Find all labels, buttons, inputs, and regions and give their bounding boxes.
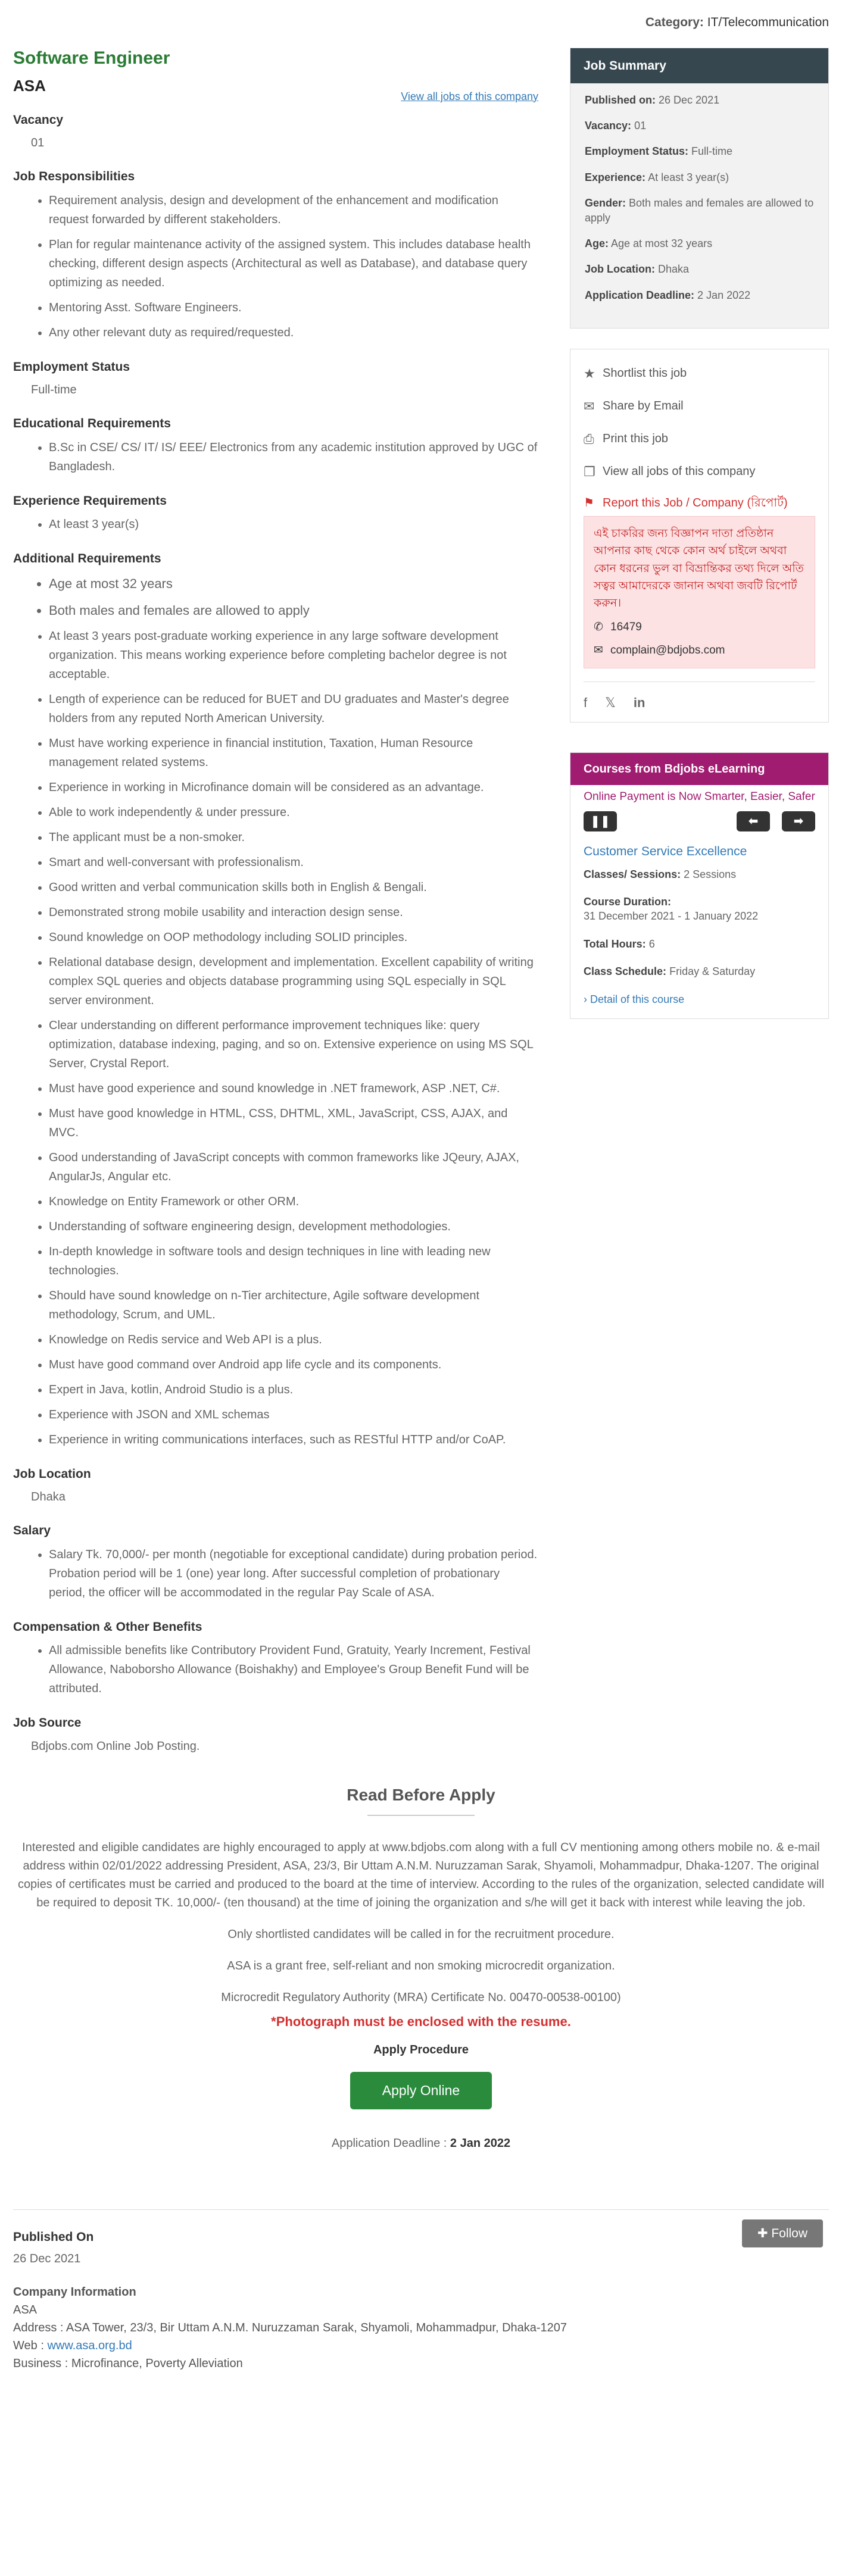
apply-instructions: Interested and eligible candidates are highly encouraged to apply at www.bdjobs.com along with a full CV mentioning among others mobile no. & e-mail address within 02/01/2022 addressing President, ASA, 23/3, Bir Uttam A.N.M. Nuruzzaman Sarak, Shyamoli, Mohammadpur, Dhaka-1207. The original copies of certificates must be carried and produced to the board at the time of interview. According to the rules of the organization, selected candidate will be required to deposit TK. 10,000/- (ten thousand) at the time of joining the organization and s/he will get it back with interest while leaving the job. xyxy=(17,1840,825,1909)
company-business: Business : Microfinance, Poverty Alleviation xyxy=(13,2357,243,2371)
location-value: Dhaka xyxy=(31,1490,66,1504)
location-section xyxy=(13,1465,538,1506)
summary-label: Employment Status: xyxy=(585,145,689,158)
course-info-value: 31 December 2021 - 1 January 2022 xyxy=(584,910,759,923)
report-link[interactable] xyxy=(584,495,815,511)
summary-row xyxy=(585,196,814,226)
read-before-apply xyxy=(13,1783,829,2152)
list-item: • Both males and females are allowed to apply xyxy=(49,600,538,621)
section-title: Additional Requirements xyxy=(13,552,161,565)
job-details xyxy=(13,48,538,1755)
summary-value: Age at most 32 years xyxy=(611,237,713,250)
company-info-title: Company Information xyxy=(13,2286,136,2299)
email-contact[interactable] xyxy=(594,642,805,659)
share-label: Share by Email xyxy=(603,399,684,413)
prev-button[interactable] xyxy=(737,811,770,831)
print-button[interactable] xyxy=(584,429,815,449)
section-title: Vacancy xyxy=(13,112,64,127)
course-info-row xyxy=(584,895,815,924)
photograph-text: must be enclosed with the resume. xyxy=(350,2014,571,2029)
experience-section xyxy=(13,492,538,534)
employment-status-section xyxy=(13,358,538,399)
category xyxy=(13,0,829,48)
section-title: Job Source xyxy=(13,1716,82,1730)
section-title: Employment Status xyxy=(13,359,130,374)
company-address: Address : ASA Tower, 23/3, Bir Uttam A.N.M. Nuruzzaman Sarak, Shyamoli, Mohammadpur, Dhaka-1207 xyxy=(13,2321,567,2335)
benefits-section xyxy=(13,1618,538,1699)
section-title: Compensation & Other Benefits xyxy=(13,1620,202,1634)
company-web xyxy=(13,2337,829,2355)
summary-label: Age: xyxy=(585,237,609,250)
published-title: Published On xyxy=(13,2230,94,2244)
web-label: Web : xyxy=(13,2339,48,2353)
list-item: • Must have good experience and sound knowledge in .NET framework, ASP .NET, C#. xyxy=(49,1079,538,1098)
list-item: • Understanding of software engineering design, development methodologies. xyxy=(49,1217,538,1236)
summary-label: Application Deadline: xyxy=(585,289,695,301)
course-info-value: 6 xyxy=(648,937,655,950)
summary-row xyxy=(585,288,814,303)
organization-note: ASA is a grant free, self-reliant and non smoking microcredit organization. xyxy=(227,1959,615,1972)
course-info-label: Course Duration: xyxy=(584,896,672,908)
summary-row xyxy=(585,93,814,108)
linkedin-icon[interactable]: in xyxy=(633,695,645,710)
summary-label: Published on: xyxy=(585,94,656,106)
salary-section xyxy=(13,1521,538,1602)
list-item: • Experience with JSON and XML schemas xyxy=(49,1405,538,1424)
summary-value: Both males and females are allowed to apply xyxy=(585,196,814,224)
course-info-label: Class Schedule: xyxy=(584,965,667,977)
shortlist-label: Shortlist this job xyxy=(603,367,687,380)
list-item: • At least 3 years post-graduate working experience in any large software development organization. This means working experience before completing bachelor degree is not acceptable. xyxy=(49,627,538,684)
course-info-row xyxy=(584,867,815,881)
phone-value: 16479 xyxy=(610,620,642,633)
list-item: • Good written and verbal communication skills both in English & Bengali. xyxy=(49,878,538,897)
company-info-name: ASA xyxy=(13,2303,38,2317)
envelope-icon: ✉ xyxy=(584,398,595,414)
pause-icon: ❚❚ xyxy=(590,815,610,829)
facebook-icon[interactable]: f xyxy=(584,695,588,710)
section-title: Experience Requirements xyxy=(13,493,167,508)
summary-label: Experience: xyxy=(585,171,646,183)
list-item: • Length of experience can be reduced for BUET and DU graduates and Master's degree holders from any reputed North American University. xyxy=(49,690,538,728)
divider xyxy=(367,1815,475,1816)
list-item: • Experience in working in Microfinance domain will be considered as an advantage. xyxy=(49,778,538,797)
photograph-note xyxy=(13,2011,829,2033)
category-label: Category: xyxy=(645,15,704,29)
employment-status-value: Full-time xyxy=(31,383,77,396)
summary-row xyxy=(585,144,814,159)
job-summary xyxy=(570,48,829,329)
list-item: • Relational database design, development and implementation. Excellent capability of writing complex SQL queries and objects database programming using SQL especially in SQL server environment. xyxy=(49,953,538,1010)
education-section xyxy=(13,414,538,476)
list-item: • Good understanding of JavaScript concepts with common frameworks like JQeury, AJAX, AngularJs, Angular etc. xyxy=(49,1148,538,1186)
share-email-button[interactable] xyxy=(584,396,815,416)
vacancy-section xyxy=(13,111,538,152)
courses-widget xyxy=(570,752,829,1019)
summary-row xyxy=(585,236,814,251)
summary-label: Vacancy: xyxy=(585,120,632,132)
payment-marquee: Online Payment is Now Smarter, Easier, Safer xyxy=(584,790,815,803)
list-item: • B.Sc in CSE/ CS/ IT/ IS/ EEE/ Electronics from any academic institution approved by UGC of Bangladesh. xyxy=(49,438,538,476)
fraud-warning xyxy=(584,516,815,668)
additional-section xyxy=(13,549,538,1449)
list-item: • The applicant must be a non-smoker. xyxy=(49,828,538,847)
list-item: • Age at most 32 years xyxy=(49,573,538,594)
star-icon: ★ xyxy=(584,365,595,381)
company-name: ASA xyxy=(13,76,46,95)
course-info-label: Classes/ Sessions: xyxy=(584,868,681,880)
view-company-jobs-label: View all jobs of this company xyxy=(603,465,756,479)
list-item: • Mentoring Asst. Software Engineers. xyxy=(49,298,538,317)
list-item: • In-depth knowledge in software tools and design techniques in line with leading new technologies. xyxy=(49,1242,538,1280)
summary-value: Dhaka xyxy=(658,263,690,276)
section-title: Educational Requirements xyxy=(13,417,171,430)
printer-icon: ⎙ xyxy=(584,431,594,446)
course-detail-link[interactable] xyxy=(584,992,815,1008)
deadline-label: Application Deadline : xyxy=(331,2136,450,2150)
summary-row xyxy=(585,262,814,277)
source-section xyxy=(13,1714,538,1755)
list-item: • All admissible benefits like Contributory Provident Fund, Gratuity, Yearly Increment, Festival Allowance, Naboborsho Allowance (Boishakhy) and Employee's Group Benefit Fund will be attributed. xyxy=(49,1641,538,1698)
social-links xyxy=(584,681,815,712)
course-info-value: 2 Sessions xyxy=(684,868,737,880)
summary-label: Gender: xyxy=(585,196,626,209)
summary-value: At least 3 year(s) xyxy=(648,171,729,183)
chevron-right-icon: › xyxy=(584,993,587,1006)
course-info-label: Total Hours: xyxy=(584,937,646,950)
section-title: Job Location xyxy=(13,1467,91,1481)
follow-button[interactable] xyxy=(742,2219,823,2248)
next-button[interactable] xyxy=(782,811,815,831)
twitter-icon[interactable]: 𝕏 xyxy=(605,695,616,710)
list-item: • Clear understanding on different performance improvement techniques like: query optimization, database indexing, paging, and so on. Extensive experience on using MS SQL Server, Crystal Report. xyxy=(49,1016,538,1073)
summary-value: Full-time xyxy=(691,145,733,158)
published-value: 26 Dec 2021 xyxy=(13,2252,81,2266)
apply-procedure-title: Apply Procedure xyxy=(373,2043,469,2057)
pause-button[interactable] xyxy=(584,811,617,831)
list-item: • Able to work independently & under pressure. xyxy=(49,803,538,822)
company-information xyxy=(13,2283,829,2372)
source-value: Bdjobs.com Online Job Posting. xyxy=(31,1739,200,1753)
list-item: • Plan for regular maintenance activity of the assigned system. This includes database health checking, different design aspects (Architectural as well as Database), and database query optimizing as needed. xyxy=(49,235,538,292)
list-item: • Must have good command over Android app life cycle and its components. xyxy=(49,1355,538,1374)
arrow-left-icon: ⬅ xyxy=(748,815,759,829)
view-all-jobs-link[interactable]: View all jobs of this company xyxy=(401,90,538,102)
shortlist-button[interactable] xyxy=(584,364,815,383)
list-item: • Expert in Java, kotlin, Android Studio is a plus. xyxy=(49,1380,538,1399)
list-item: • Sound knowledge on OOP methodology including SOLID principles. xyxy=(49,928,538,947)
job-title: Software Engineer xyxy=(13,48,170,68)
shortlist-note: Only shortlisted candidates will be called in for the recruitment procedure. xyxy=(227,1927,615,1941)
courses-title: Courses from Bdjobs eLearning xyxy=(570,753,828,785)
email-value: complain@bdjobs.com xyxy=(610,644,725,657)
photograph-marker: *Photograph xyxy=(271,2014,350,2029)
list-item: • Any other relevant duty as required/requested. xyxy=(49,323,538,342)
course-name-link[interactable]: Customer Service Excellence xyxy=(584,845,747,859)
list-item: • Must have good knowledge in HTML, CSS, DHTML, XML, JavaScript, CSS, AJAX, and MVC. xyxy=(49,1104,538,1142)
plus-icon: ✚ xyxy=(757,2226,768,2240)
company-web-link[interactable]: www.asa.org.bd xyxy=(47,2339,132,2353)
summary-value: 2 Jan 2022 xyxy=(697,289,751,301)
list-item: • Salary Tk. 70,000/- per month (negotiable for exceptional candidate) during probation period. Probation period will be 1 (one) year long. After successful completion of probationary period, the officer will be accommodated in the regular Pay Scale of ASA. xyxy=(49,1545,538,1602)
read-before-apply-title: Read Before Apply xyxy=(347,1785,495,1804)
section-title: Job Responsibilities xyxy=(13,170,135,183)
divider xyxy=(13,2209,829,2210)
summary-value: 26 Dec 2021 xyxy=(659,94,720,106)
list-item: • Experience in writing communications interfaces, such as RESTful HTTP and/or CoAP. xyxy=(49,1430,538,1449)
job-actions xyxy=(570,349,829,723)
phone-icon: ✆ xyxy=(594,620,603,633)
summary-row xyxy=(585,170,814,185)
application-deadline xyxy=(13,2134,829,2152)
vacancy-value: 01 xyxy=(31,136,45,149)
course-info-value: Friday & Saturday xyxy=(669,965,756,977)
follow-label: Follow xyxy=(771,2226,807,2240)
responsibilities-section xyxy=(13,167,538,342)
summary-row xyxy=(585,118,814,133)
print-label: Print this job xyxy=(603,432,669,446)
flag-icon: ⚑ xyxy=(584,496,594,509)
list-item: • Knowledge on Redis service and Web API is a plus. xyxy=(49,1330,538,1349)
warning-text: এই চাকরির জন্য বিজ্ঞাপন দাতা প্রতিষ্ঠান আপনার কাছ থেকে কোন অর্থ চাইলে অথবা কোন ধরনের ভুল বা বিভ্রান্তিকর তথ্য দিলে অতি সত্বর আমাদেরকে জানান অথবা জবটি রিপোর্ট করুন। xyxy=(594,527,804,610)
course-detail-label: Detail of this course xyxy=(590,993,685,1006)
list-item: • Smart and well-conversant with professionalism. xyxy=(49,853,538,872)
envelope-icon: ✉ xyxy=(594,644,603,657)
list-item: • Should have sound knowledge on n-Tier architecture, Agile software development methodology, Scrum, and UML. xyxy=(49,1286,538,1324)
list-item: • Requirement analysis, design and development of the enhancement and modification request forwarded by different stakeholders. xyxy=(49,191,538,229)
summary-value: 01 xyxy=(634,120,647,132)
mra-certificate: Microcredit Regulatory Authority (MRA) Certificate No. 00470-00538-00100) xyxy=(221,1990,621,2004)
section-title: Salary xyxy=(13,1524,51,1538)
deadline-value: 2 Jan 2022 xyxy=(450,2136,511,2150)
summary-label: Job Location: xyxy=(585,263,655,276)
job-summary-title: Job Summary xyxy=(570,48,828,84)
report-label: Report this Job / Company (রিপোর্ট) xyxy=(603,496,788,509)
course-info-row xyxy=(584,964,815,978)
category-value: IT/Telecommunication xyxy=(707,15,829,29)
course-info-row xyxy=(584,937,815,951)
phone-contact xyxy=(594,618,805,636)
apply-online-button[interactable]: Apply Online xyxy=(350,2072,492,2109)
list-item: • Knowledge on Entity Framework or other ORM. xyxy=(49,1192,538,1211)
view-company-jobs-button[interactable] xyxy=(584,462,815,482)
arrow-right-icon: ➡ xyxy=(793,815,804,829)
list-item: • At least 3 year(s) xyxy=(49,515,538,534)
copy-icon: ❐ xyxy=(584,464,595,479)
list-item: • Demonstrated strong mobile usability and interaction design sense. xyxy=(49,903,538,922)
sidebar xyxy=(570,48,829,1755)
list-item: • Must have working experience in financial institution, Taxation, Human Resource management related systems. xyxy=(49,734,538,772)
